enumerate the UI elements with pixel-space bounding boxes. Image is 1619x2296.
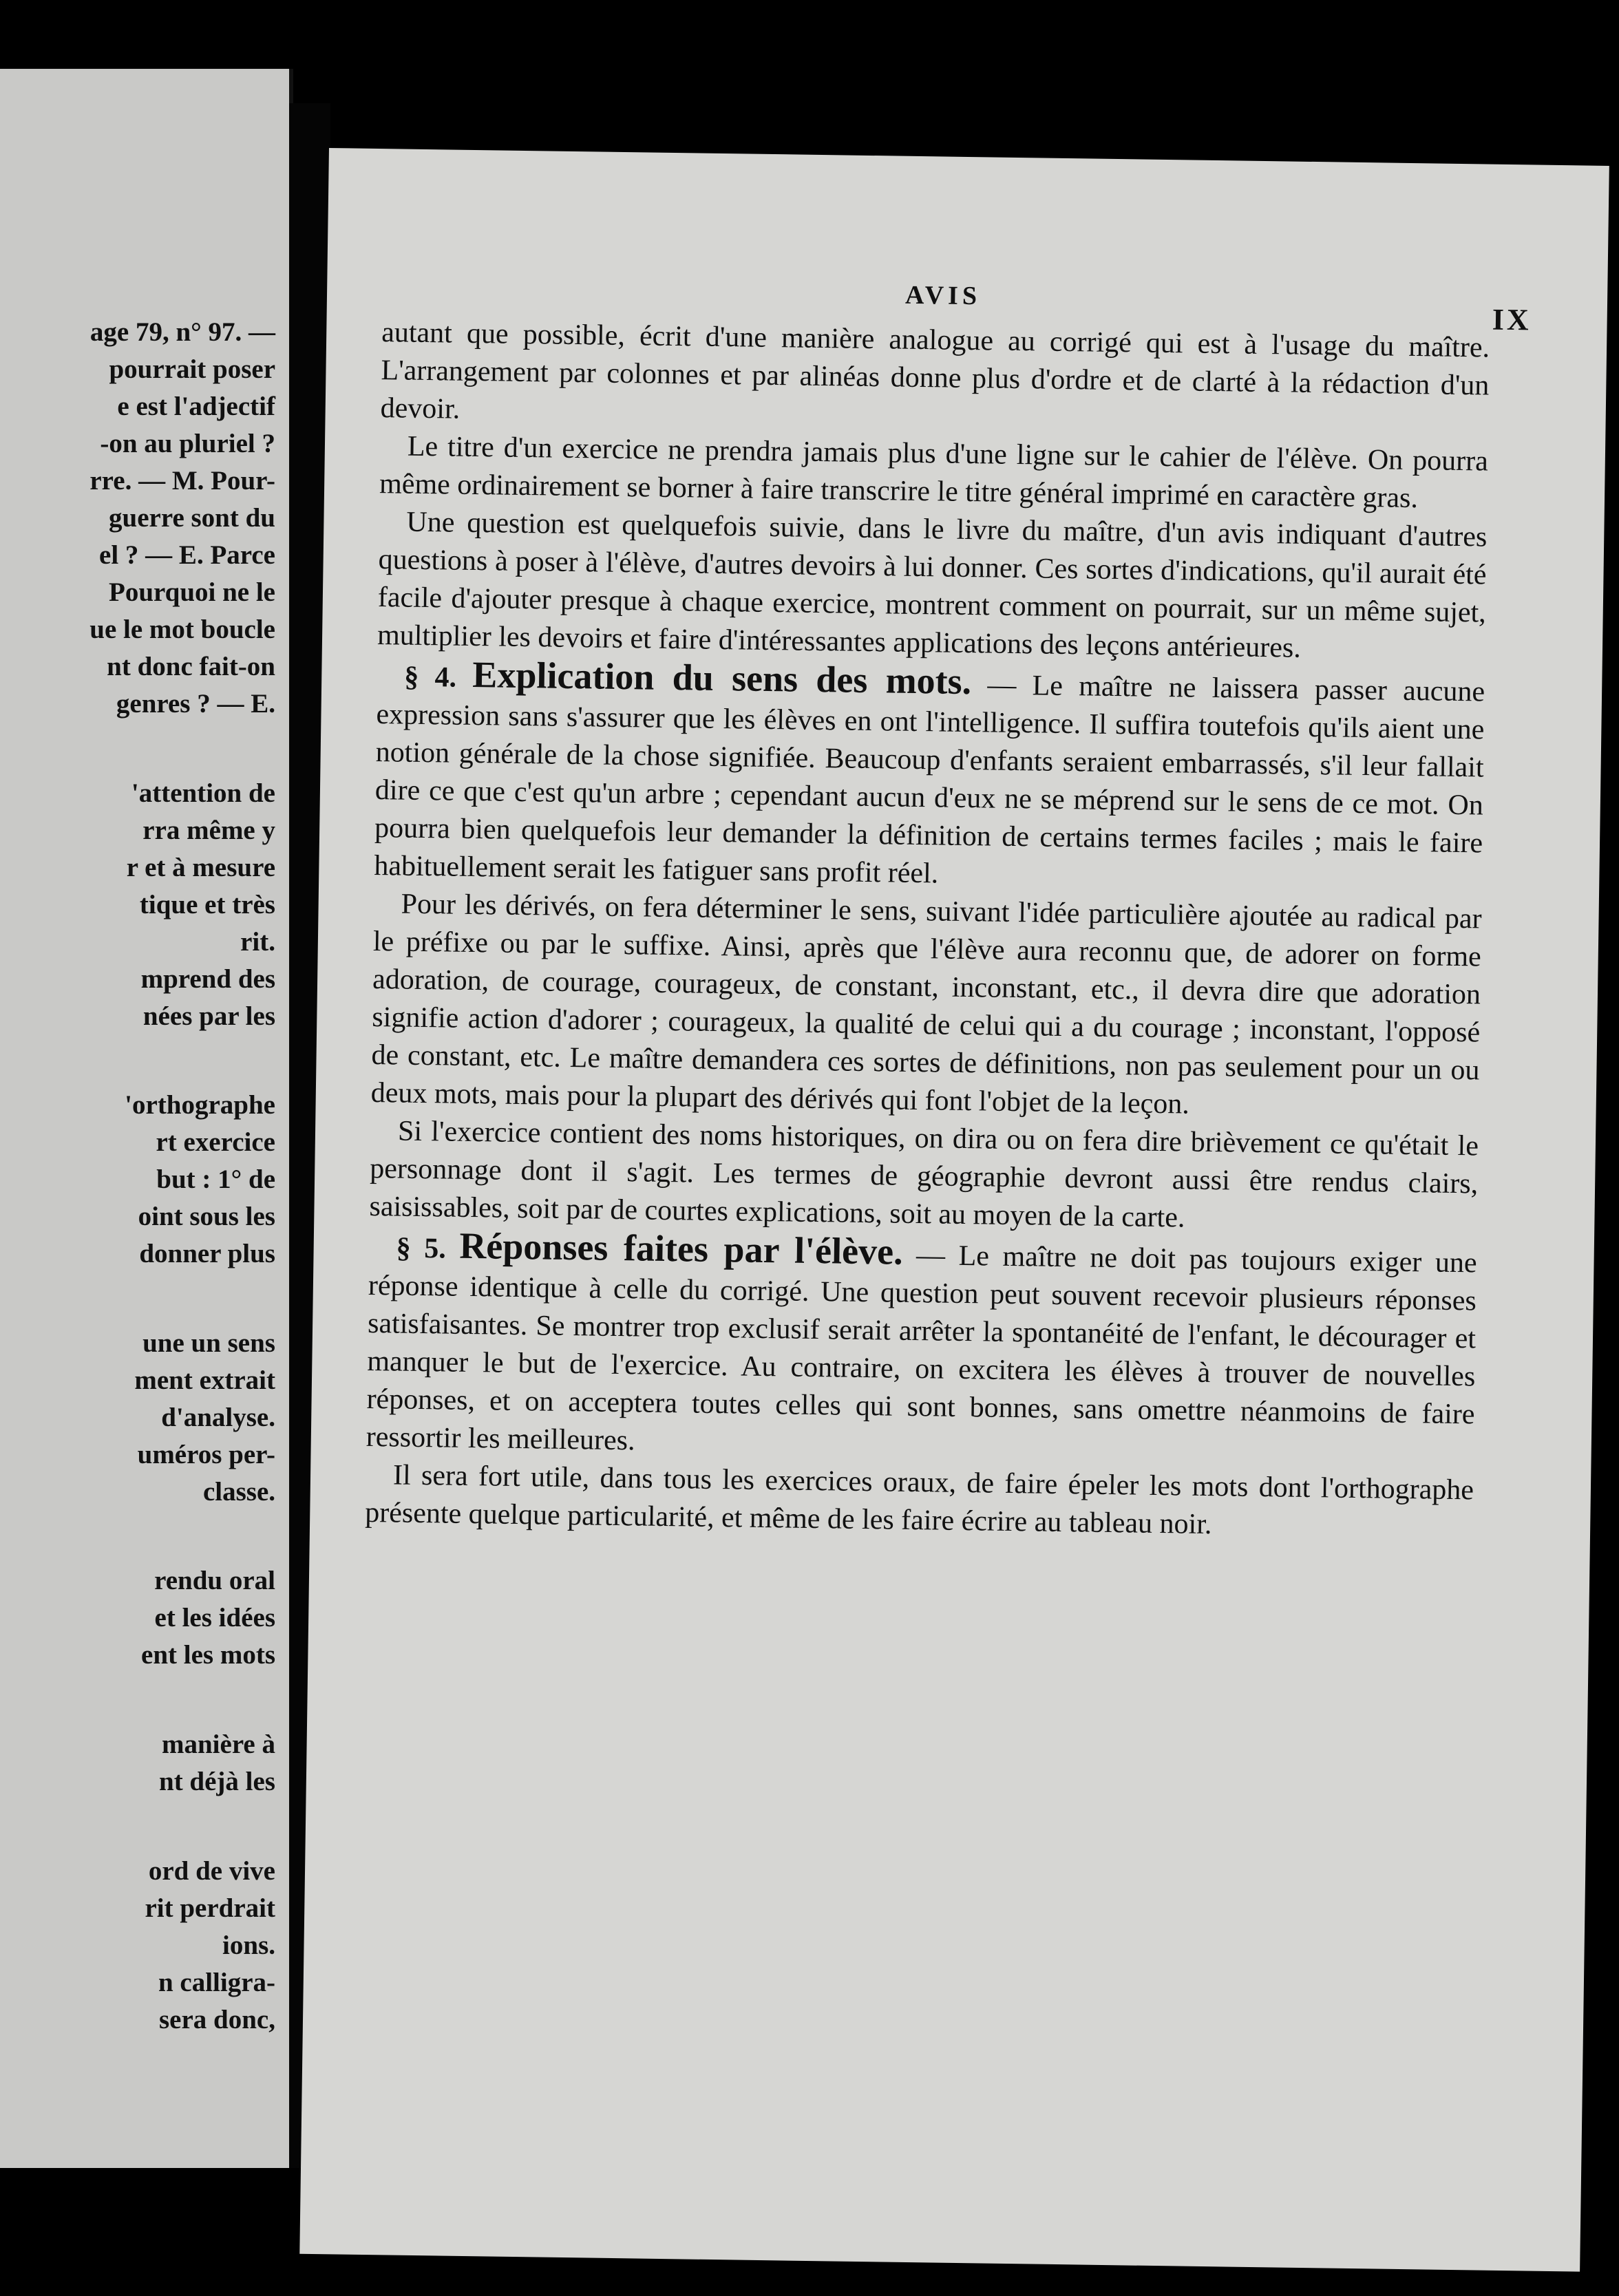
left-page-line: el ? — E. Parce — [99, 540, 275, 570]
paragraph: Pour les dérivés, on fera déterminer le sens, suivant l'idée particulière ajoutée au radical par le préfixe ou par le suffixe. Ainsi, après que l'élève aura reconnu que, de adorer on forme adoration, de courage, courageux, de constant, inconstant, etc., il devra dire que adoration signifie action d'adorer ; courageux, la qualité de celui qui a du courage ; inconstant, l'opposé de constant, etc. Le maître demandera ces sortes de définitions, non pas seulement pour un ou deux mots, mais pour la plupart des dérivés qui font l'objet de la leçon. — [370, 888, 1482, 1120]
left-page-fragment — [0, 69, 293, 2168]
left-page-line: nt donc fait-on — [107, 652, 275, 681]
left-page-line: rit perdrait — [145, 1893, 275, 1923]
section-paragraph — [366, 1226, 1477, 1471]
left-page-line: but : 1° de — [156, 1165, 275, 1195]
left-page-line: une un sens — [142, 1328, 275, 1358]
section-heading: Explication du sens des mots. — [472, 653, 972, 703]
left-page-line: e est l'adjectif — [117, 392, 275, 421]
left-page-line: r et à mesure — [126, 852, 275, 882]
left-page-line: -on au pluriel ? — [100, 429, 275, 458]
left-page-line: pourrait poser — [109, 354, 275, 384]
left-page-line: rt exercice — [156, 1127, 275, 1158]
left-page-line: mprend des — [140, 964, 275, 994]
left-page-line: ions. — [222, 1930, 275, 1960]
page-number: IX — [1492, 302, 1532, 337]
page-body — [365, 314, 1490, 1547]
section-text: — Le maître ne doit pas toujours exiger une réponse identique à celle du corrigé. Une question peut souvent recevoir plusieurs réponses satisfaisantes. Se montrer trop exclusif serait arrêter la spontanéité de l'enfant, le décourager et manquer le but de l'exercice. Au contraire, on excitera les élèves à trouver de nouvelles réponses, et on acceptera toutes celles qui sont bonnes, sans omettre néanmoins de faire ressortir les meilleures. — [366, 1240, 1477, 1457]
left-page-line: tique et très — [139, 889, 275, 920]
left-page-line: rra même y — [142, 815, 275, 845]
paragraph: Le titre d'un exercice ne prendra jamais plus d'une ligne sur le cahier de l'élève. On pourra même ordinairement se borner à faire transcrire le titre général imprimé en caractère gras. — [379, 430, 1489, 515]
left-page-line: nt déjà les — [159, 1767, 275, 1796]
right-page — [299, 148, 1609, 2272]
left-page-line: guerre sont du — [109, 503, 275, 533]
section-heading: Réponses faites par l'élève. — [459, 1224, 903, 1273]
left-page-line: rit. — [240, 926, 275, 957]
left-page-line: donner plus — [139, 1239, 275, 1269]
section-number: § 5. — [396, 1232, 447, 1265]
paragraph: Une question est quelquefois suivie, dans le livre du maître, d'un avis indiquant d'autres questions à poser à l'élève, d'autres devoirs à lui donner. Ces sortes d'indications, qu'il aurait été facile d'ajouter presque à chaque exercice, montrent comment on pourrait, sur un même sujet, multiplier les devoirs et faire d'intéressantes applications des leçons antérieures. — [377, 506, 1488, 664]
left-page-line: classe. — [202, 1476, 275, 1507]
section-number: § 4. — [403, 661, 457, 694]
left-page-line: ue le mot boucle — [89, 615, 275, 644]
running-head: AVIS — [904, 280, 982, 311]
left-page-line: Pourquoi ne le — [109, 577, 275, 607]
left-page-line: age 79, n° 97. — — [89, 317, 275, 347]
paragraph: Si l'exercice contient des noms historiques, on dira ou on fera dire brièvement ce qu'était le personnage dont il s'agit. Les termes de géographie devront aussi être rendus clairs, saisissables, soit par de courtes explications, soit au moyen de la carte. — [369, 1115, 1479, 1234]
left-page-line: oint sous les — [138, 1202, 275, 1232]
left-page-line: n calligra- — [158, 1967, 275, 1997]
left-page-line: ent les mots — [141, 1640, 275, 1670]
paragraph: Il sera fort utile, dans tous les exercices oraux, de faire épeler les mots dont l'orthographe présente quelque particularité, et même de les faire écrire au tableau noir. — [364, 1459, 1474, 1541]
left-page-line: ord de vive — [148, 1856, 275, 1886]
left-page-line: et les idées — [154, 1603, 275, 1633]
left-page-line: manière à — [162, 1730, 275, 1759]
left-page-line: rendu oral — [154, 1566, 275, 1596]
left-page-line: uméros per- — [137, 1439, 275, 1469]
left-page-line: ment extrait — [134, 1365, 275, 1395]
section-paragraph — [374, 655, 1485, 900]
left-page-line: sera donc, — [159, 2004, 275, 2034]
left-page-line: 'orthographe — [125, 1090, 275, 1120]
section-text: — Le maître ne laissera passer aucune expression sans s'assurer que les élèves en ont l'intelligence. Il suffira toutefois qu'ils aient une notion générale de la chose signifiée. Beaucoup d'enfants seraient embarrassés, s'il leur fallait dire ce que c'est qu'un arbre ; cependant aucun d'eux ne se méprend sur le sens de ce mot. On pourra bien quelquefois leur demander la définition de certains termes faciles ; mais le faire habituellement serait les fatiguer sans profit réel. — [374, 669, 1485, 890]
left-page-line: nées par les — [142, 1001, 275, 1031]
left-page-line: genres ? — E. — [116, 689, 275, 719]
paragraph: autant que possible, écrit d'une manière analogue au corrigé qui est à l'usage du maître. L'arrangement par colonnes et par alinéas donne plus d'ordre et de clarté à la rédaction d'un devoir. — [380, 317, 1490, 425]
left-page-line: d'analyse. — [161, 1402, 275, 1432]
left-page-line: 'attention de — [131, 778, 275, 808]
left-page-line: rre. — M. Pour- — [89, 466, 275, 496]
